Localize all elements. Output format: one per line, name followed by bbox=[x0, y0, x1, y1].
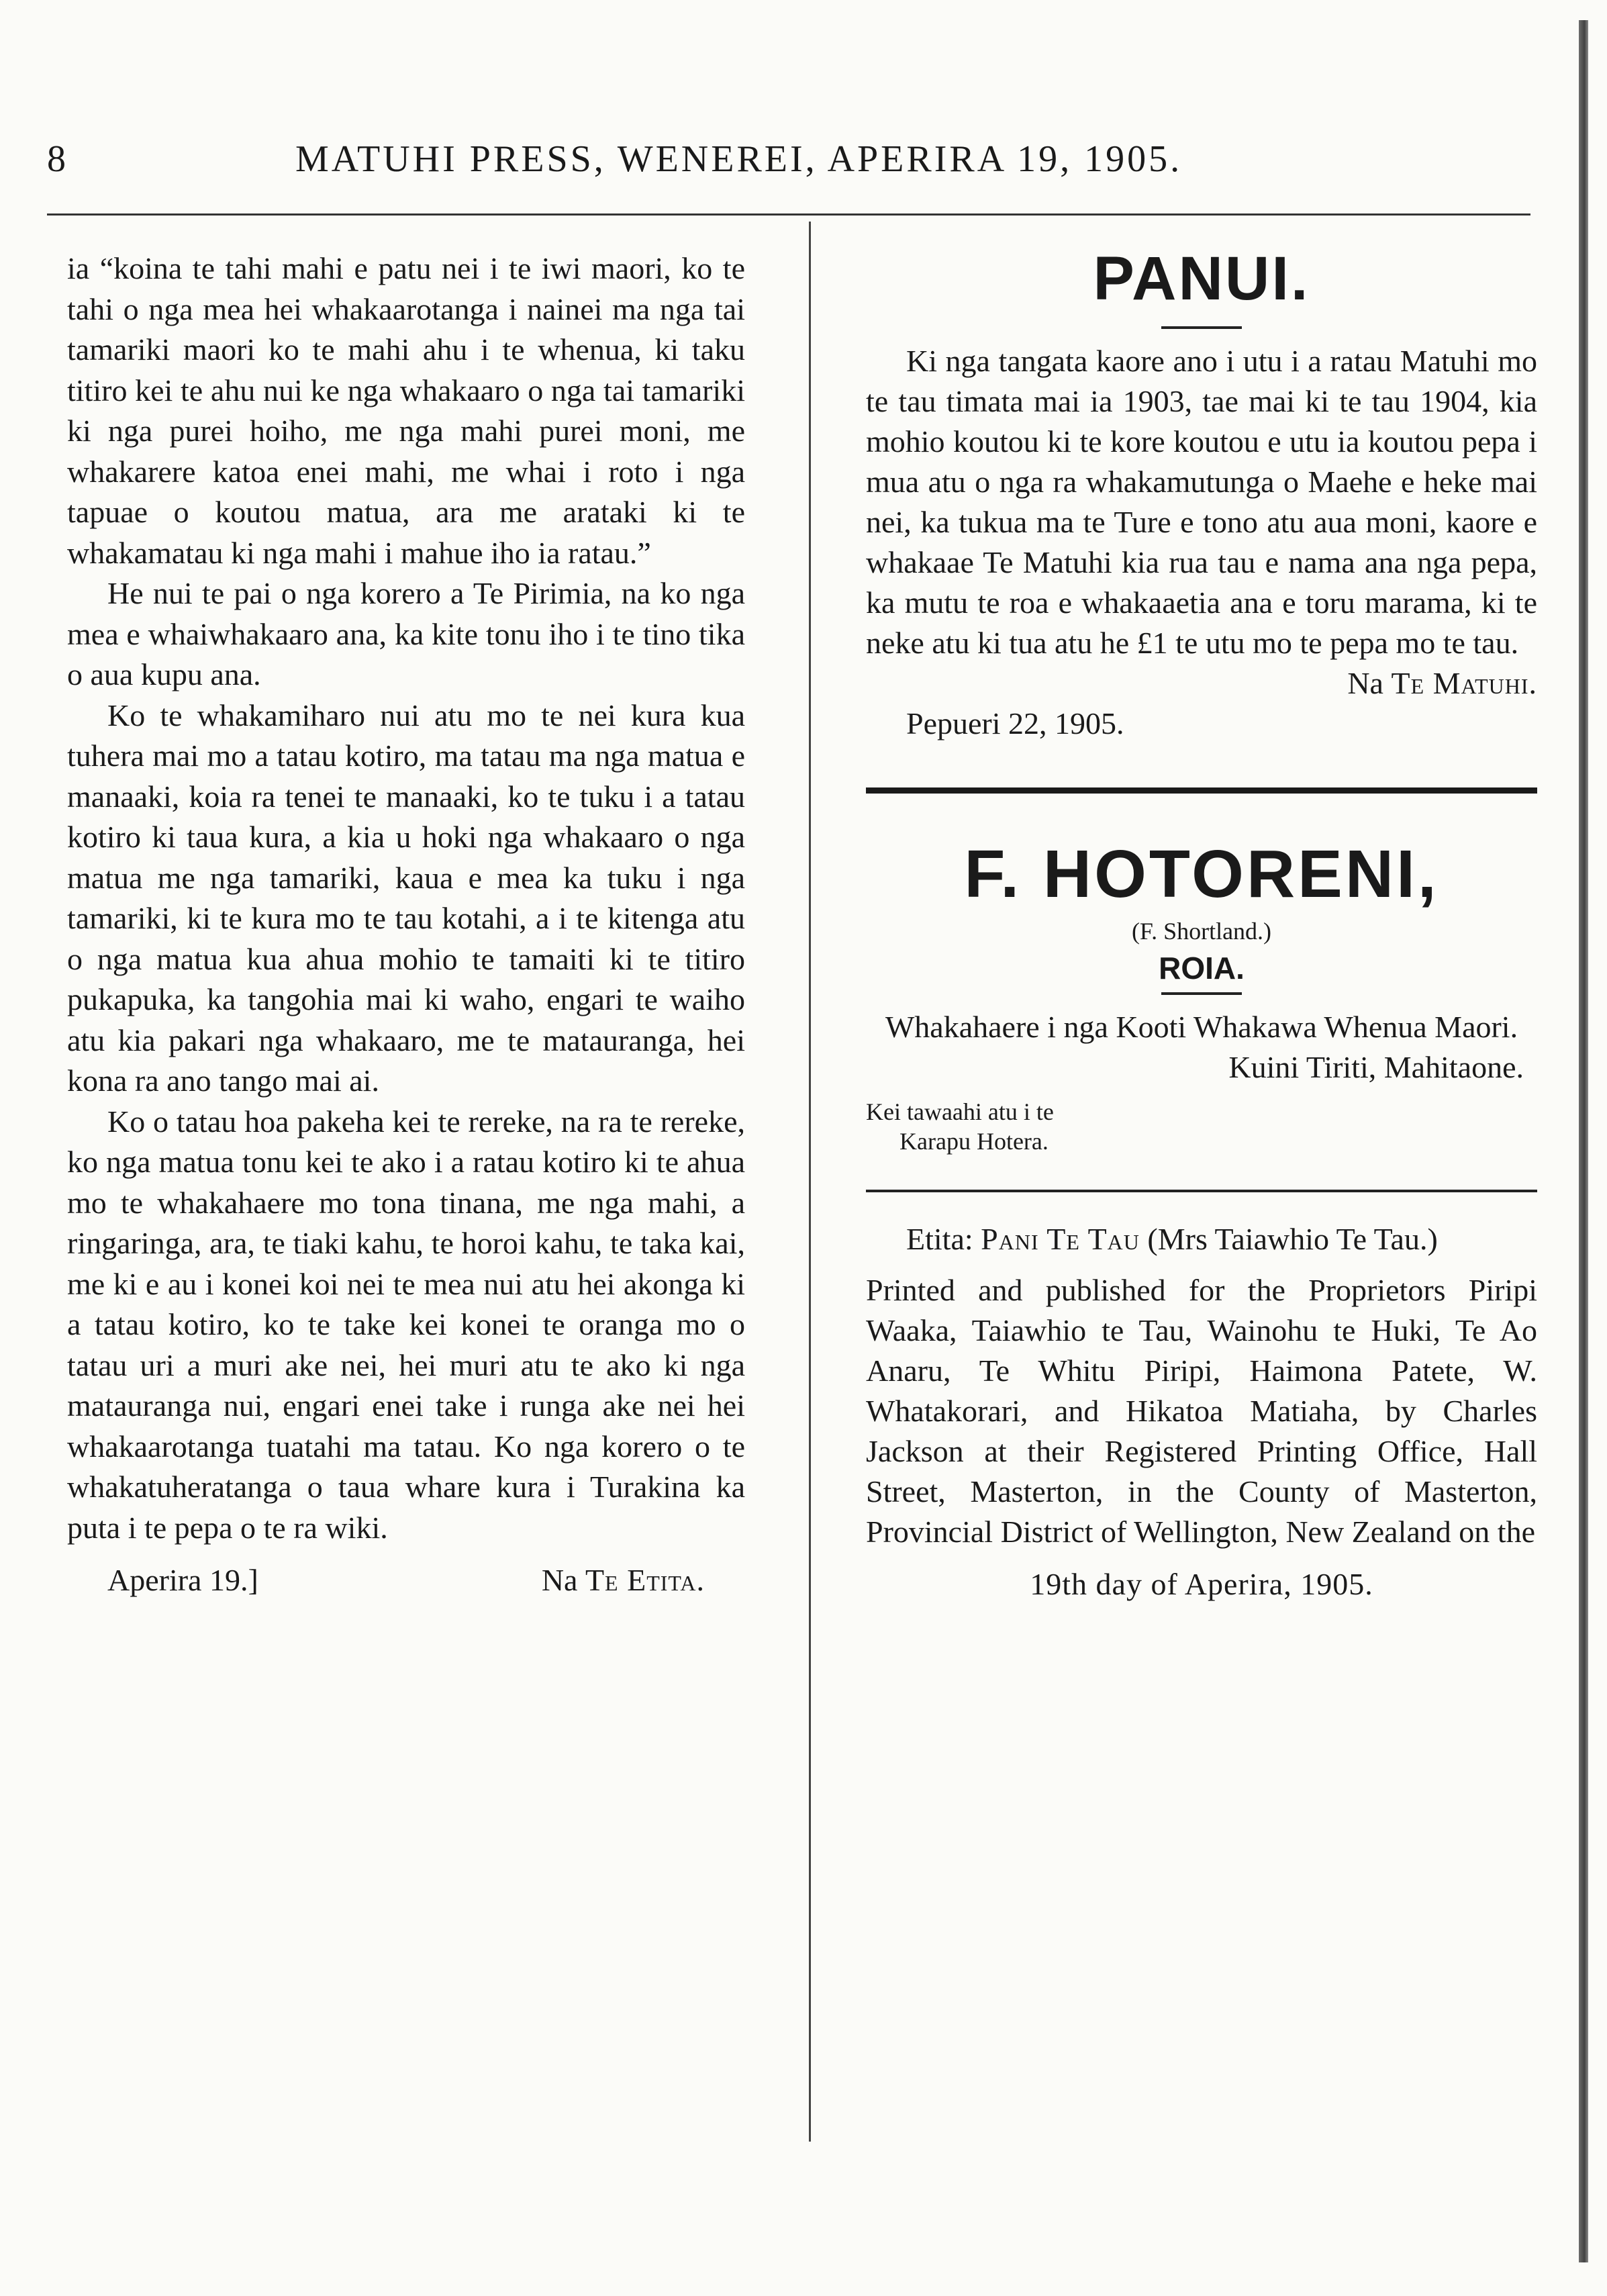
running-head: MATUHI PRESS, WENEREI, APERIRA 19, 1905. bbox=[295, 138, 1183, 180]
advert-alias: (F. Shortland.) bbox=[1131, 918, 1272, 945]
editorial-signoff bbox=[67, 1560, 745, 1601]
signoff-author bbox=[542, 1560, 705, 1601]
signoff-date: Aperira 19.] bbox=[107, 1563, 258, 1597]
advert-note bbox=[866, 1097, 1161, 1156]
panui-title: PANUI. bbox=[1093, 244, 1310, 313]
editor-credit bbox=[866, 1219, 1537, 1259]
editor-note: (Mrs Taiawhio Te Tau.) bbox=[1147, 1222, 1438, 1256]
panui-date: Pepueri 22, 1905. bbox=[906, 706, 1124, 740]
advert-address: Kuini Tiriti, Mahitaone. bbox=[1228, 1050, 1524, 1084]
advert-note-line2: Karapu Hotera. bbox=[899, 1128, 1049, 1155]
advert-services: Whakahaere i nga Kooti Whakawa Whenua Maori. bbox=[885, 1010, 1518, 1044]
panui-signature bbox=[866, 663, 1537, 704]
panui-rule bbox=[1161, 326, 1242, 329]
left-column bbox=[67, 248, 745, 1601]
panui-signature-prefix: Na bbox=[1347, 666, 1383, 700]
paragraph-4: Ko o tatau hoa pakeha kei te rereke, na ra te rereke, ko nga matua tonu kei te ako i a ratau kotiro ki te ahua mo te whakahaere mo tona tinana, me nga mahi, a ringaringa, ara, te tiaki kahu, te horoi kahu, te taka kai, me ki e au i konei koi nei te mea nui atu hei akonga ki a tatau kotiro, ko te take kei konei te oranga mo o tatau uri a muri ake nei, hei muri atu te ako ki nga matauranga nui, engari enei take i runga ake nei hei whakaarotanga tuatahi ma tatau. Ko nga korero o te whakatuheratanga o taua whare kura i Turakina ka puta i te pepa o te ra wiki. bbox=[67, 1104, 745, 1545]
panui-body: Ki nga tangata kaore ano i utu i a ratau Matuhi mo te tau timata mai ia 1903, tae mai ki te tau 1904, kia mohio koutou ki te kore koutou e utu ia koutou pepa i mua atu o nga ra whakamutunga o Maehe e heke mai nei, ka tukua ma te Ture e tono atu aua moni, kaore e whakaae Te Matuhi kia rua tau e nama ana nga pepa, ka mutu te roa e whakaaetia ana e toru marama, ki te neke atu ki tua atu he £1 te utu mo te pepa mo te tau. bbox=[866, 344, 1537, 660]
page-edge bbox=[1579, 20, 1588, 2262]
editor-name: Pani Te Tau bbox=[981, 1222, 1140, 1256]
page-number: 8 bbox=[47, 138, 66, 180]
advert-role: ROIA. bbox=[1159, 951, 1245, 986]
imprint-date: 19th day of Aperira, 1905. bbox=[1030, 1567, 1373, 1601]
header-rule bbox=[47, 213, 1530, 216]
imprint-rule bbox=[866, 1190, 1537, 1192]
advert-note-line1: Kei tawaahi atu i te bbox=[866, 1098, 1054, 1125]
editor-label: Etita: bbox=[906, 1222, 973, 1256]
signoff-name: Te Etita. bbox=[585, 1563, 705, 1597]
paragraph-1: ia “koina te tahi mahi e patu nei i te iwi maori, ko te tahi o nga mea hei whakaarotanga i nainei ma nga tai tamariki maori ko te mahi ahu i te whenua, ki taku titiro kei te ahu nui ke nga whakaaro o nga tai tamariki ki nga purei hoiho, me nga mahi purei moni, me whakarere katoa enei mahi, me whai i roto i nga tapuae o koutou matua, ara me arataki ki te whakamatau ki nga mahi i mahue iho ia ratau.” bbox=[67, 251, 745, 570]
imprint-text: Printed and published for the Proprietors Piripi Waaka, Taiawhio te Tau, Wainohu te Huki, Te Ao Anaru, Te Whitu Piripi, Haimona Patete, W. Whatakorari, and Hikatoa Matiaha, by Charles Jackson at their Registered Printing Office, Hall Street, Masterton, in the County of Masterton, Provincial District of Wellington, New Zealand on the bbox=[866, 1273, 1537, 1549]
column-divider bbox=[809, 222, 811, 2142]
advert-name: F. HOTORENI, bbox=[964, 836, 1439, 912]
paragraph-2: He nui te pai o nga korero a Te Pirimia, na ko nga mea e whaiwhakaaro ana, ka kite tonu iho i te tino tika o aua kupu ana. bbox=[67, 576, 745, 691]
advert-rule bbox=[1161, 992, 1242, 995]
panui-signature-name: Te Matuhi. bbox=[1391, 666, 1537, 700]
paragraph-3: Ko te whakamiharo nui atu mo te nei kura kua tuhera mai mo a tatau kotiro, ma tatau ma nga matua e manaaki, koia ra tenei te manaaki, ko te tuku i a tatau kotiro ki taua kura, a kia u hoki nga whakaaro o nga matua me nga tamariki, kaua e mea ka tuku i nga tamariki, ki te kura mo te tau kotahi, a i te kitenga atu o nga matua kua ahua mohio te tamaiti ki te titiro pukapuka, ka tangohia mai ki waho, engari te waiho atu kia pakari nga whakaaro, me te matauranga, hei kona ra ano tango mai ai. bbox=[67, 698, 745, 1098]
section-rule bbox=[866, 787, 1537, 794]
right-column bbox=[866, 228, 1537, 1605]
signoff-prefix: Na bbox=[541, 1563, 578, 1597]
page-header bbox=[47, 138, 1530, 198]
